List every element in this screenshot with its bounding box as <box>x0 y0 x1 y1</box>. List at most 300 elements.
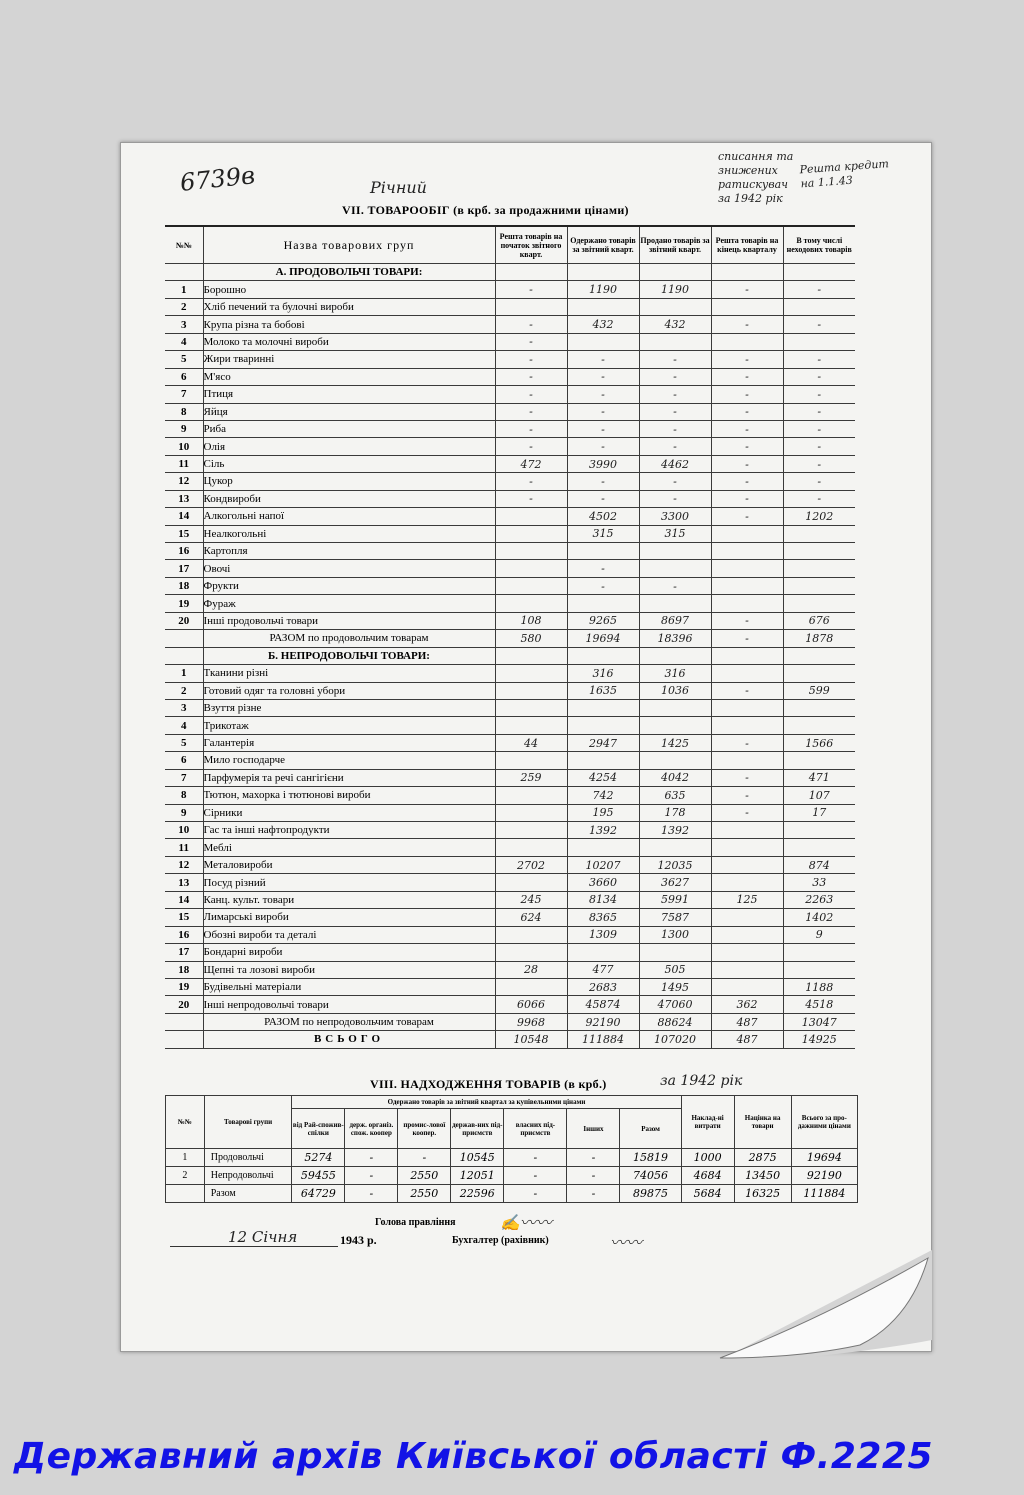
receipts-value: - <box>567 1167 620 1185</box>
row-name: Бондарні вироби <box>203 944 495 961</box>
receipts-row-number: 2 <box>166 1167 205 1185</box>
table-row <box>165 560 855 577</box>
row-name: Кондвироби <box>203 490 495 507</box>
row-value: - <box>711 403 783 420</box>
receipts-value: - <box>398 1149 451 1167</box>
row-number: 19 <box>165 978 203 995</box>
row-number: 8 <box>165 787 203 804</box>
date-year: 1943 р. <box>340 1233 377 1247</box>
nonfood-total-row-value: 88624 <box>639 1013 711 1030</box>
row-name: Тканини різні <box>203 665 495 682</box>
row-number: 6 <box>165 752 203 769</box>
receipts-total-value: 2550 <box>398 1185 451 1203</box>
receipts-sub-header: держав-них під-приємств <box>451 1109 504 1149</box>
row-name: Сірники <box>203 804 495 821</box>
row-value <box>711 839 783 856</box>
row-name: Алкогольні напої <box>203 508 495 525</box>
food-total-row-label: РАЗОМ по продовольчим товарам <box>203 630 495 647</box>
row-value: - <box>567 351 639 368</box>
nonfood-total-row-label: РАЗОМ по непродовольчим товарам <box>203 1013 495 1030</box>
row-value: - <box>783 368 855 385</box>
row-number: 9 <box>165 420 203 437</box>
row-name: Фураж <box>203 595 495 612</box>
row-value: 471 <box>783 769 855 786</box>
row-value: - <box>567 368 639 385</box>
row-value: 742 <box>567 787 639 804</box>
row-value <box>783 525 855 542</box>
torn-corner <box>660 1250 932 1360</box>
row-name: Щепні та лозові вироби <box>203 961 495 978</box>
row-value: 1495 <box>639 978 711 995</box>
row-value <box>639 752 711 769</box>
row-value <box>567 298 639 315</box>
row-value <box>567 752 639 769</box>
row-number: 13 <box>165 490 203 507</box>
row-value: - <box>711 420 783 437</box>
row-number: 15 <box>165 525 203 542</box>
row-value: - <box>567 403 639 420</box>
row-value <box>495 699 567 716</box>
row-value: - <box>495 351 567 368</box>
head-signature: ✍〰〰 <box>500 1213 552 1232</box>
row-value: 1402 <box>783 909 855 926</box>
row-value: - <box>783 403 855 420</box>
row-value: - <box>567 386 639 403</box>
row-value: 8697 <box>639 612 711 629</box>
row-value: 9265 <box>567 612 639 629</box>
row-number: 13 <box>165 874 203 891</box>
table-row <box>165 543 855 560</box>
row-value: - <box>639 490 711 507</box>
row-value: 1566 <box>783 734 855 751</box>
nonfood-total-row-value: 13047 <box>783 1013 855 1030</box>
receipts-total-value: - <box>567 1185 620 1203</box>
row-number: 10 <box>165 822 203 839</box>
row-value: 362 <box>711 996 783 1013</box>
row-number: 6 <box>165 368 203 385</box>
row-name: Мило господарче <box>203 752 495 769</box>
col-start-header: Решта товарів на початок звітного кварт. <box>495 226 567 264</box>
handwritten-note-right: Решта кредит на 1.1.43 <box>799 157 890 191</box>
row-value <box>711 298 783 315</box>
receipts-value: 15819 <box>620 1149 681 1167</box>
row-value: 477 <box>567 961 639 978</box>
food-total-row-value: - <box>711 630 783 647</box>
row-value: 315 <box>639 525 711 542</box>
row-value <box>711 665 783 682</box>
row-value: 676 <box>783 612 855 629</box>
row-value: - <box>711 804 783 821</box>
row-value: 8365 <box>567 909 639 926</box>
table-cell <box>639 647 711 664</box>
row-value: 7587 <box>639 909 711 926</box>
table-row <box>165 822 855 839</box>
receipts-sub-header: від Рай-спожив-спілки <box>292 1109 345 1149</box>
section8-title: VIII. НАДХОДЖЕННЯ ТОВАРІВ (в крб.) <box>370 1077 607 1091</box>
row-value: - <box>639 473 711 490</box>
receipts-value: - <box>504 1167 567 1185</box>
table-row <box>165 438 855 455</box>
row-number: 7 <box>165 386 203 403</box>
row-value: 44 <box>495 734 567 751</box>
table-cell <box>165 1013 203 1030</box>
row-value <box>495 560 567 577</box>
table-row <box>165 612 855 629</box>
receipts-total-label: Разом <box>204 1185 292 1203</box>
row-value: - <box>711 473 783 490</box>
row-value: 107 <box>783 787 855 804</box>
row-value: 1309 <box>567 926 639 943</box>
row-value <box>639 699 711 716</box>
table-row <box>165 525 855 542</box>
row-number: 3 <box>165 699 203 716</box>
food-total-row-value: 18396 <box>639 630 711 647</box>
row-number: 17 <box>165 944 203 961</box>
receipts-total-value: - <box>345 1185 398 1203</box>
row-value: 4042 <box>639 769 711 786</box>
receipts-header-top <box>166 1096 858 1109</box>
row-value: - <box>639 386 711 403</box>
row-value: 6066 <box>495 996 567 1013</box>
receipts-total-value: - <box>504 1185 567 1203</box>
row-value <box>495 944 567 961</box>
table-row <box>165 926 855 943</box>
table-row <box>165 508 855 525</box>
row-value <box>711 944 783 961</box>
row-value <box>711 961 783 978</box>
row-value: - <box>711 682 783 699</box>
row-name: Овочі <box>203 560 495 577</box>
grand-total-row-value: 107020 <box>639 1031 711 1048</box>
receipts-value: 4684 <box>681 1167 734 1185</box>
grand-total-row-label: ВСЬОГО <box>203 1031 495 1048</box>
row-name: Цукор <box>203 473 495 490</box>
accountant-signature: 〰〰 <box>610 1233 643 1252</box>
row-number: 15 <box>165 909 203 926</box>
row-value <box>495 525 567 542</box>
table-cell <box>495 647 567 664</box>
row-value: - <box>495 386 567 403</box>
row-value <box>495 787 567 804</box>
row-name: Птиця <box>203 386 495 403</box>
table-row <box>165 455 855 472</box>
row-value: - <box>711 508 783 525</box>
receipts-row <box>166 1149 858 1167</box>
row-value: 4462 <box>639 455 711 472</box>
row-value <box>639 839 711 856</box>
row-number: 16 <box>165 926 203 943</box>
row-value: 4254 <box>567 769 639 786</box>
row-value: 47060 <box>639 996 711 1013</box>
group-b-row <box>165 647 855 664</box>
row-value: - <box>783 473 855 490</box>
row-value: - <box>495 368 567 385</box>
row-value: 17 <box>783 804 855 821</box>
row-value <box>567 595 639 612</box>
archive-number: 6739в <box>178 161 257 197</box>
turnover-table-header <box>165 226 855 264</box>
row-name: Сіль <box>203 455 495 472</box>
col-number-header: №№ <box>165 226 203 264</box>
row-number: 9 <box>165 804 203 821</box>
table-cell <box>567 264 639 281</box>
row-value: - <box>567 420 639 437</box>
table-row <box>165 665 855 682</box>
row-number: 4 <box>165 717 203 734</box>
row-value <box>495 298 567 315</box>
table-row <box>165 351 855 368</box>
row-value: 178 <box>639 804 711 821</box>
row-name: Посуд різний <box>203 874 495 891</box>
row-value <box>711 856 783 873</box>
row-value: 624 <box>495 909 567 926</box>
receipts-row-number: 1 <box>166 1149 205 1167</box>
nonfood-total-row-value: 9968 <box>495 1013 567 1030</box>
row-value <box>783 665 855 682</box>
row-value <box>495 839 567 856</box>
table-row <box>165 717 855 734</box>
row-name: Трикотаж <box>203 717 495 734</box>
row-value <box>495 804 567 821</box>
row-value: - <box>639 438 711 455</box>
row-value <box>711 874 783 891</box>
row-value: 1392 <box>567 822 639 839</box>
nonfood-total-row-value: 92190 <box>567 1013 639 1030</box>
row-value <box>567 839 639 856</box>
table-row <box>165 386 855 403</box>
row-number: 8 <box>165 403 203 420</box>
row-name: М'ясо <box>203 368 495 385</box>
row-value: - <box>495 473 567 490</box>
receipts-sub-header: Разом <box>620 1109 681 1149</box>
table-cell <box>567 647 639 664</box>
table-cell <box>711 647 783 664</box>
table-cell <box>783 647 855 664</box>
row-value: 2702 <box>495 856 567 873</box>
row-name: Яйця <box>203 403 495 420</box>
row-number: 7 <box>165 769 203 786</box>
row-value: 874 <box>783 856 855 873</box>
date-handwritten: 12 Січня <box>228 1228 298 1246</box>
row-value <box>639 543 711 560</box>
table-row <box>165 490 855 507</box>
row-value <box>639 560 711 577</box>
row-number: 11 <box>165 839 203 856</box>
row-value <box>783 944 855 961</box>
table-cell <box>711 264 783 281</box>
row-value <box>783 822 855 839</box>
row-number: 18 <box>165 961 203 978</box>
row-name: Взуття різне <box>203 699 495 716</box>
receipts-value: 19694 <box>791 1149 857 1167</box>
grand-total-row-value: 14925 <box>783 1031 855 1048</box>
row-number: 17 <box>165 560 203 577</box>
row-value: - <box>495 316 567 333</box>
table-row <box>165 734 855 751</box>
row-value: 1036 <box>639 682 711 699</box>
nonfood-total-row <box>165 1013 855 1030</box>
row-value <box>567 333 639 350</box>
row-number: 3 <box>165 316 203 333</box>
row-value: 5991 <box>639 891 711 908</box>
table-row <box>165 752 855 769</box>
table-row <box>165 944 855 961</box>
row-number: 5 <box>165 734 203 751</box>
row-value: 3627 <box>639 874 711 891</box>
row-value <box>783 752 855 769</box>
row-value: 316 <box>567 665 639 682</box>
receipts-table <box>165 1095 858 1203</box>
receipts-total-value: 89875 <box>620 1185 681 1203</box>
receipts-row-name: Продовольчі <box>204 1149 292 1167</box>
receipts-value: 12051 <box>451 1167 504 1185</box>
row-value <box>711 577 783 594</box>
table-row <box>165 787 855 804</box>
row-value <box>783 699 855 716</box>
row-value <box>711 543 783 560</box>
col-sold-header: Продано товарів за звітний кварт. <box>639 226 711 264</box>
row-value <box>567 944 639 961</box>
row-value: - <box>495 281 567 298</box>
group-title: Б. НЕПРОДОВОЛЬЧІ ТОВАРИ: <box>203 647 495 664</box>
table-row <box>165 403 855 420</box>
row-value: - <box>711 455 783 472</box>
row-name: Інші продовольчі товари <box>203 612 495 629</box>
report-type-note: Річний <box>370 178 427 197</box>
row-name: Галантерія <box>203 734 495 751</box>
row-value: 3300 <box>639 508 711 525</box>
row-name: Хліб печений та булочні вироби <box>203 298 495 315</box>
row-value <box>495 543 567 560</box>
row-value <box>783 595 855 612</box>
row-value: 472 <box>495 455 567 472</box>
table-row <box>165 874 855 891</box>
row-name: Готовий одяг та головні убори <box>203 682 495 699</box>
receipts-total-value: 111884 <box>791 1185 857 1203</box>
row-value: - <box>783 281 855 298</box>
row-value: - <box>567 438 639 455</box>
table-row <box>165 996 855 1013</box>
row-value: 1190 <box>567 281 639 298</box>
receipts-total-header: Всього за про-дажними цінами <box>791 1096 857 1149</box>
row-number: 20 <box>165 612 203 629</box>
receipts-value: 1000 <box>681 1149 734 1167</box>
row-value: 1202 <box>783 508 855 525</box>
food-total-row-value: 1878 <box>783 630 855 647</box>
row-value: 2683 <box>567 978 639 995</box>
receipts-total-value: 64729 <box>292 1185 345 1203</box>
row-value: - <box>783 490 855 507</box>
row-value: 45874 <box>567 996 639 1013</box>
col-name-header: Назва товарових груп <box>203 226 495 264</box>
table-cell <box>639 264 711 281</box>
receipts-sub-header: промис-лової коопер. <box>398 1109 451 1149</box>
receipts-row <box>166 1167 858 1185</box>
row-value <box>495 577 567 594</box>
table-row <box>165 316 855 333</box>
row-value <box>495 682 567 699</box>
row-value <box>783 839 855 856</box>
receipts-value: - <box>567 1149 620 1167</box>
row-value <box>711 717 783 734</box>
row-value: - <box>783 386 855 403</box>
row-value: - <box>711 490 783 507</box>
row-value: - <box>639 368 711 385</box>
row-value: - <box>711 734 783 751</box>
row-number: 16 <box>165 543 203 560</box>
row-number: 14 <box>165 891 203 908</box>
food-total-row-value: 580 <box>495 630 567 647</box>
receipts-value: 2875 <box>734 1149 791 1167</box>
row-value: - <box>495 333 567 350</box>
row-value: 505 <box>639 961 711 978</box>
table-row <box>165 368 855 385</box>
row-name: Тютюн, махорка і тютюнові вироби <box>203 787 495 804</box>
receipts-row-name: Непродовольчі <box>204 1167 292 1185</box>
row-value <box>495 665 567 682</box>
receipts-total-row <box>166 1185 858 1203</box>
row-value: 3660 <box>567 874 639 891</box>
table-row <box>165 281 855 298</box>
row-value <box>783 543 855 560</box>
receipts-value: - <box>345 1167 398 1185</box>
row-name: Обозні вироби та деталі <box>203 926 495 943</box>
table-row <box>165 856 855 873</box>
date-line <box>170 1246 338 1247</box>
row-name: Меблі <box>203 839 495 856</box>
row-name: Риба <box>203 420 495 437</box>
receipts-value: 2550 <box>398 1167 451 1185</box>
receipts-received-header: Одержано товарів за звітний квартал за купівельними цінами <box>292 1096 681 1109</box>
row-value: - <box>711 316 783 333</box>
row-value: 195 <box>567 804 639 821</box>
row-value <box>783 298 855 315</box>
nonfood-total-row-value: 487 <box>711 1013 783 1030</box>
row-value <box>639 333 711 350</box>
table-row <box>165 804 855 821</box>
row-value: 4518 <box>783 996 855 1013</box>
row-name: Парфумерія та речі сангігієни <box>203 769 495 786</box>
row-value: 2263 <box>783 891 855 908</box>
receipts-value: 74056 <box>620 1167 681 1185</box>
row-value <box>711 752 783 769</box>
row-value: - <box>639 351 711 368</box>
handwritten-note-left: списання та знижених ратискувач за 1942 рік <box>718 150 794 205</box>
row-number: 11 <box>165 455 203 472</box>
row-value: 125 <box>711 891 783 908</box>
row-name: Фрукти <box>203 577 495 594</box>
row-name: Лимарські вироби <box>203 909 495 926</box>
table-row <box>165 682 855 699</box>
row-name: Металовироби <box>203 856 495 873</box>
row-value: - <box>711 612 783 629</box>
receipts-sub-header: держ. організ. спож. коопер <box>345 1109 398 1149</box>
row-value <box>495 874 567 891</box>
row-value <box>639 595 711 612</box>
table-row <box>165 577 855 594</box>
row-number: 1 <box>165 665 203 682</box>
row-value <box>495 926 567 943</box>
receipts-value: - <box>345 1149 398 1167</box>
receipts-value: - <box>504 1149 567 1167</box>
row-value: 4502 <box>567 508 639 525</box>
row-value: - <box>567 577 639 594</box>
row-value: - <box>495 403 567 420</box>
row-value: 3990 <box>567 455 639 472</box>
row-value: - <box>783 455 855 472</box>
section8-title-note: за 1942 рік <box>660 1073 743 1089</box>
row-number: 12 <box>165 856 203 873</box>
